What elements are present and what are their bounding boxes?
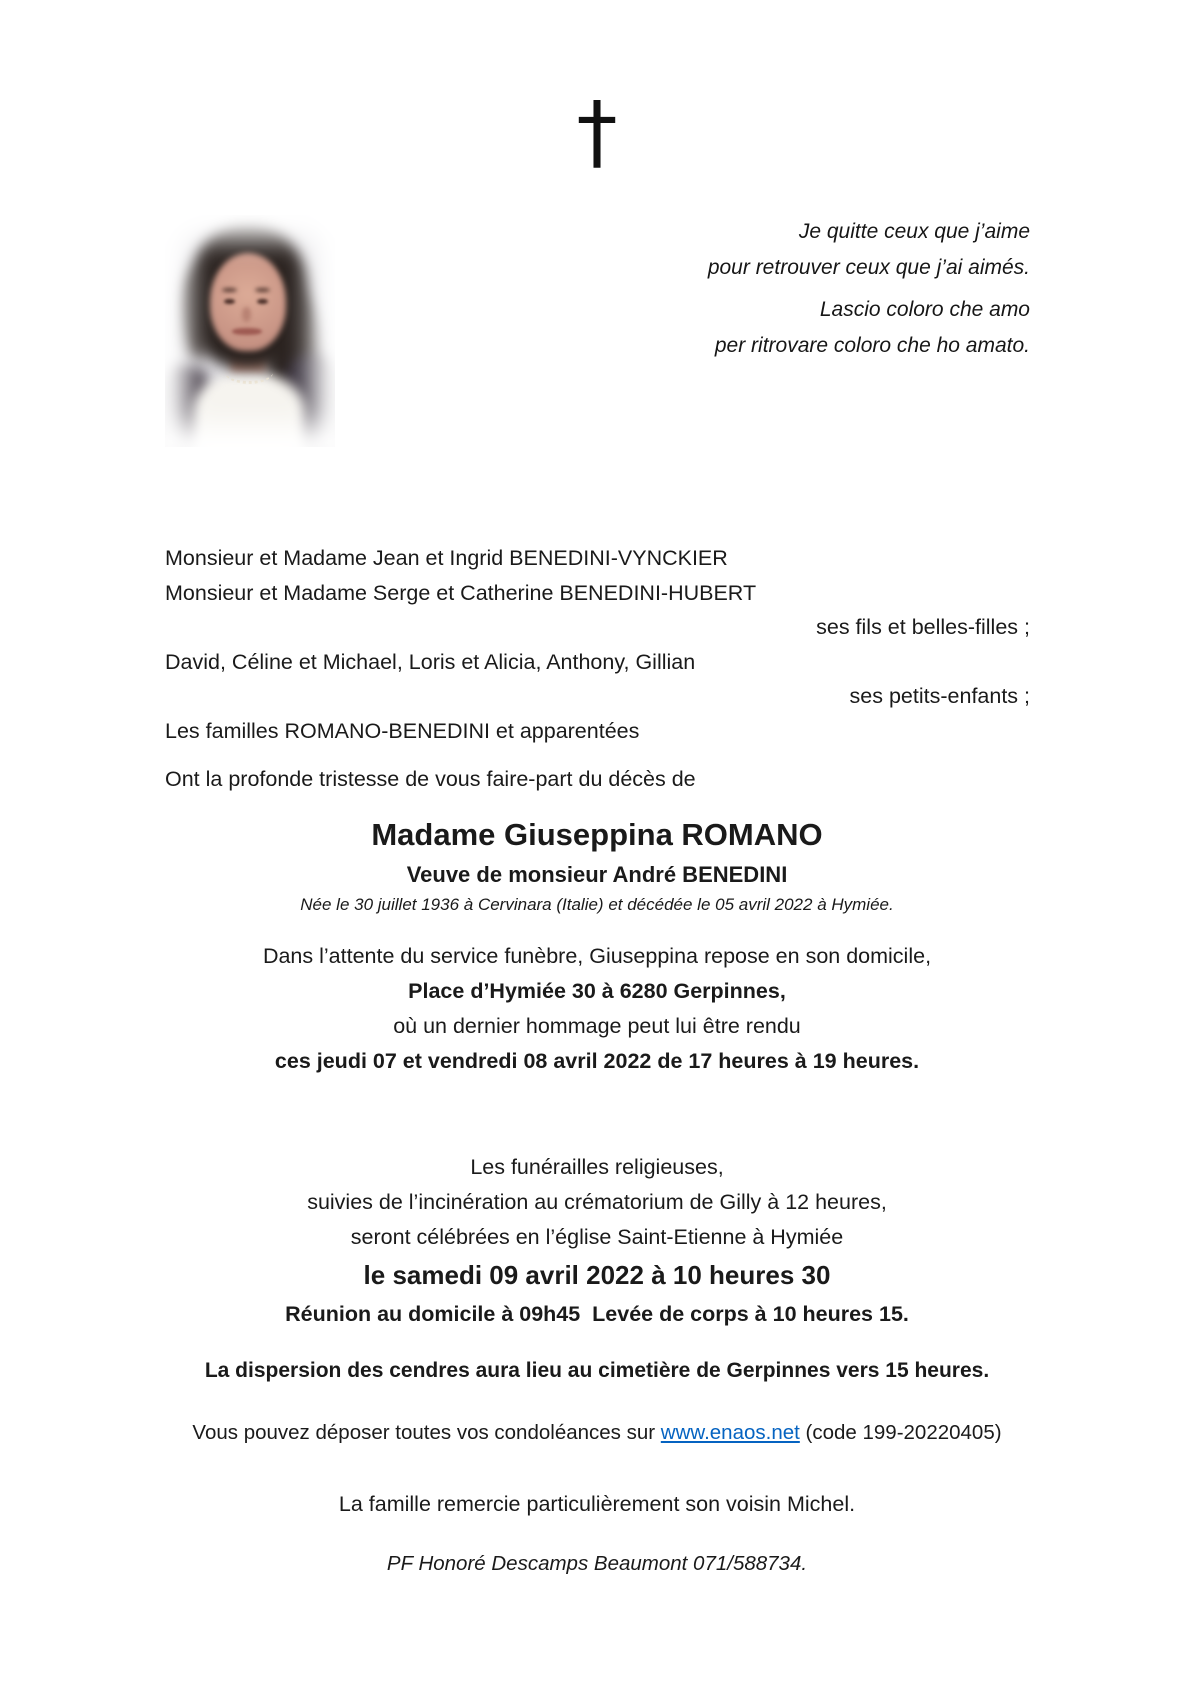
announcement-line: Ont la profonde tristesse de vous faire-part du décès de (165, 767, 696, 791)
deceased-name: Madame Giuseppina ROMANO (371, 817, 823, 852)
cross-icon: † (576, 85, 618, 180)
deceased-section (0, 815, 1194, 919)
repose-line1: Dans l’attente du service funèbre, Giuseppina repose en son domicile, (262, 944, 932, 968)
ashes-dispersion-line: La dispersion des cendres aura lieu au cimetière de Gerpinnes vers 15 heures. (204, 1359, 990, 1382)
deceased-life-dates: Née le 30 juillet 1936 à Cervinara (Italie) et décédée le 05 avril 2022 à Hymiée. (300, 895, 894, 914)
family-grandchildren-line: David, Céline et Michael, Loris et Alicia, Anthony, Gillian (165, 649, 696, 674)
epigraph-quote (708, 214, 1030, 364)
epigraph-italian-line1: Lascio coloro che amo (819, 298, 1030, 321)
portrait-photo (165, 215, 335, 447)
family-sons-line1: Monsieur et Madame Jean et Ingrid BENEDINI-VYNCKIER (165, 546, 728, 570)
repose-visiting-hours: ces jeudi 07 et vendredi 08 avril 2022 de 17 heures à 19 heures. (274, 1049, 920, 1073)
repose-section (0, 939, 1194, 1079)
funeral-line1: Les funérailles religieuses, (470, 1155, 724, 1179)
family-sons-label: ses fils et belles-filles ; (816, 615, 1030, 639)
funeral-section (0, 1150, 1194, 1333)
funeral-home-line: PF Honoré Descamps Beaumont 071/588734. (386, 1552, 808, 1575)
condolences-prefix: Vous pouvez déposer toutes vos condoléances sur (192, 1421, 661, 1444)
family-sons-line2: Monsieur et Madame Serge et Catherine BENEDINI-HUBERT (165, 580, 757, 605)
funeral-date: le samedi 09 avril 2022 à 10 heures 30 (363, 1260, 831, 1290)
repose-address: Place d’Hymiée 30 à 6280 Gerpinnes, (408, 979, 786, 1003)
thanks-line: La famille remercie particulièrement son voisin Michel. (338, 1492, 856, 1516)
epigraph-french-line1: Je quitte ceux que j’aime (798, 220, 1030, 243)
portrait-vignette (165, 215, 335, 447)
funeral-schedule: Réunion au domicile à 09h45 Levée de corps à 10 heures 15. (285, 1302, 909, 1326)
family-families-line: Les familles ROMANO-BENEDINI et apparentées (165, 718, 640, 743)
condolences-line (0, 1415, 1194, 1450)
funeral-line3: seront célébrées en l’église Saint-Etienne à Hymiée (350, 1225, 844, 1249)
epigraph-french-line2: pour retrouver ceux que j’ai aimés. (707, 256, 1030, 279)
family-grandchildren-label: ses petits-enfants ; (849, 684, 1030, 708)
condolences-code: (code 199-20220405) (799, 1421, 1002, 1444)
funeral-line2: suivies de l’incinération au crématorium de Gilly à 12 heures, (307, 1190, 887, 1214)
repose-line3: où un dernier hommage peut lui être rendu (393, 1014, 801, 1038)
deceased-widowhood: Veuve de monsieur André BENEDINI (406, 862, 788, 887)
family-section (165, 541, 1030, 797)
enaos-link[interactable]: www.enaos.net (660, 1421, 800, 1444)
epigraph-italian-line2: per ritrovare coloro che ho amato. (714, 334, 1030, 357)
